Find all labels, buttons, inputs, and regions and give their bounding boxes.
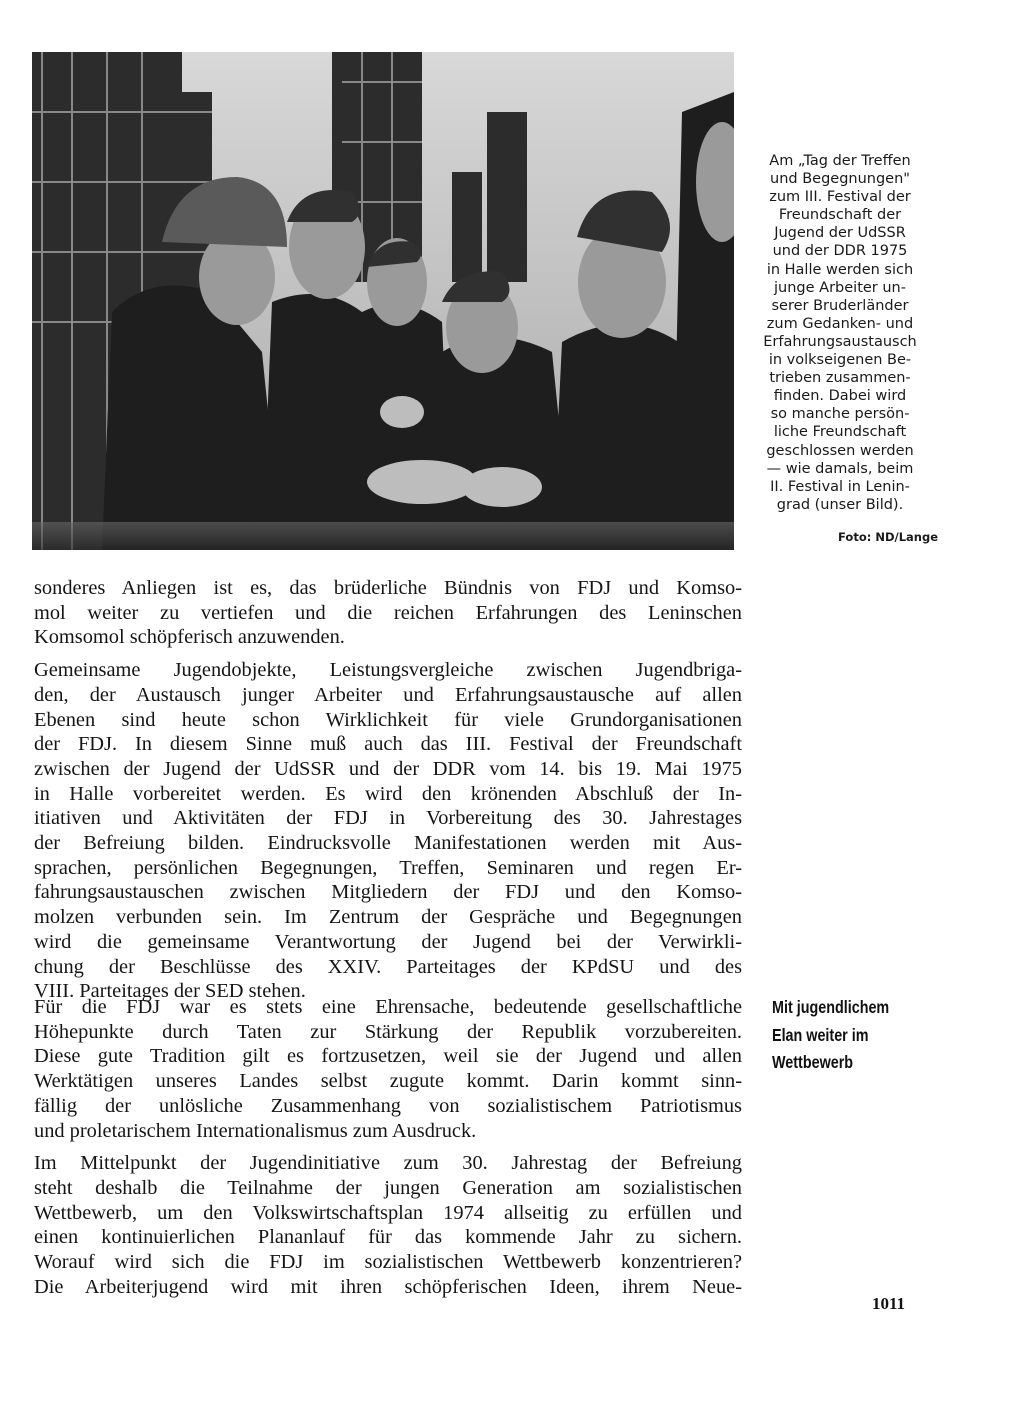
text-line: itiativen und Aktivitäten der FDJ in Vorbereitung des 30. Jahrestages	[34, 807, 742, 830]
text-line: Worauf wird sich die FDJ im sozialistischen Wettbewerb konzentrieren?	[34, 1251, 742, 1274]
text-line: mol weiter zu vertiefen und die reichen Erfahrungen des Leninschen	[34, 601, 742, 624]
caption-line: finden. Dabei wird	[773, 388, 907, 405]
text-line: Ebenen sind heute schon Wirklichkeit für viele Grundorganisationen	[34, 708, 742, 731]
text-line: Die Arbeiterjugend wird mit ihren schöpferischen Ideen, ihrem Neue-	[34, 1275, 742, 1298]
caption-line: in Halle werden sich	[766, 261, 914, 278]
text-line: steht deshalb die Teilnahme der jungen Generation am sozialistischen	[34, 1176, 742, 1199]
text-line: sonderes Anliegen ist es, das brüderliche Bündnis von FDJ und Komso-	[34, 577, 742, 599]
page-number: 1011	[872, 1294, 906, 1313]
text-line: Höhepunkte durch Taten zur Stärkung der Republik vorzubereiten.	[34, 1020, 742, 1043]
text-line: Für die FDJ war es stets eine Ehrensache, bedeutende gesellschaftliche	[34, 996, 742, 1018]
text-line: und proletarischem Internationalismus zum Ausdruck.	[34, 1119, 477, 1142]
caption-line: liche Freundschaft	[773, 424, 907, 441]
sidehead-line: Wettbewerb	[772, 1052, 854, 1072]
text-line: einen kontinuierlichen Plananlauf für das kommende Jahr zu sichern.	[34, 1226, 742, 1249]
photo-illustration	[32, 52, 734, 550]
caption-line: geschlossen werden	[766, 442, 914, 459]
photo-caption	[742, 152, 938, 514]
text-line: in Halle vorbereitet werden. Es wird den krönenden Abschluß der In-	[34, 782, 742, 805]
paragraph	[34, 658, 742, 1004]
paragraph	[34, 995, 742, 1143]
text-line: VIII. Parteitages der SED stehen.	[34, 980, 306, 1003]
text-line: chung der Beschlüsse des XXIV. Parteitages der KPdSU und des	[34, 955, 742, 978]
sidehead-line: Elan weiter im	[772, 1024, 869, 1045]
text-line: Wettbewerb, um den Volkswirtschaftsplan 1974 allseitig zu erfüllen und	[34, 1201, 742, 1224]
text-line: Im Mittelpunkt der Jugendinitiative zum 30. Jahrestag der Befreiung	[34, 1152, 742, 1175]
text-line: Werktätigen unseres Landes selbst zugute kommt. Darin kommt sinn-	[34, 1070, 742, 1093]
text-line: der Befreiung bilden. Eindrucksvolle Manifestationen werden mit Aus-	[34, 832, 742, 855]
caption-line: zum III. Festival der	[769, 189, 911, 206]
caption-line: und Begegnungen"	[770, 171, 910, 188]
text-line: fällig der unlösliche Zusammenhang von sozialistischem Patriotismus	[34, 1094, 742, 1117]
caption-line: Am „Tag der Treffen	[769, 153, 911, 169]
paragraph	[34, 1151, 742, 1299]
text-line: Komsomol schöpferisch anzuwenden.	[34, 626, 345, 649]
caption-line: zum Gedanken- und	[766, 315, 914, 332]
caption-line: junge Arbeiter un-	[774, 279, 906, 296]
caption-line: und der DDR 1975	[772, 243, 908, 260]
section-sidehead	[772, 994, 952, 1077]
caption-line: Jugend der UdSSR	[774, 225, 906, 242]
caption-line: Freundschaft der	[778, 207, 902, 224]
text-line: fahrungsaustauschen zwischen Mitgliedern der FDJ und den Komso-	[34, 881, 742, 904]
paragraph	[34, 576, 742, 650]
sidehead-line: Mit jugendlichem	[772, 997, 890, 1017]
text-line: der FDJ. In diesem Sinne muß auch das III. Festival der Freundschaft	[34, 733, 742, 756]
text-line: sprachen, persönlichen Begegnungen, Treffen, Seminaren und regen Er-	[34, 856, 742, 879]
caption-line: in volkseigenen Be-	[768, 352, 912, 369]
caption-line: so manche persön-	[770, 406, 910, 423]
photo-credit: Foto: ND/Lange	[838, 530, 938, 544]
caption-line: Erfahrungsaustausch	[763, 333, 917, 350]
caption-line: trieben zusammen-	[769, 370, 911, 387]
text-line: molzen verbunden sein. Im Zentrum der Gespräche und Begegnungen	[34, 906, 742, 929]
text-line: den, der Austausch junger Arbeiter und Erfahrungsaustausche auf allen	[34, 683, 742, 706]
article-body-lower	[34, 995, 742, 1307]
caption-line: grad (unser Bild).	[776, 496, 904, 513]
caption-line: II. Festival in Lenin-	[770, 478, 910, 495]
text-line: Gemeinsame Jugendobjekte, Leistungsvergleiche zwischen Jugendbriga-	[34, 659, 742, 682]
article-body-upper	[34, 576, 742, 1012]
caption-line: — wie damals, beim	[766, 460, 914, 477]
news-photo	[32, 52, 734, 550]
text-line: zwischen der Jugend der UdSSR und der DDR vom 14. bis 19. Mai 1975	[34, 757, 742, 780]
text-line: Diese gute Tradition gilt es fortzusetzen, weil sie der Jugend und allen	[34, 1045, 742, 1068]
caption-line: serer Bruderländer	[771, 297, 909, 314]
text-line: wird die gemeinsame Verantwortung der Jugend bei der Verwirkli-	[34, 930, 742, 953]
